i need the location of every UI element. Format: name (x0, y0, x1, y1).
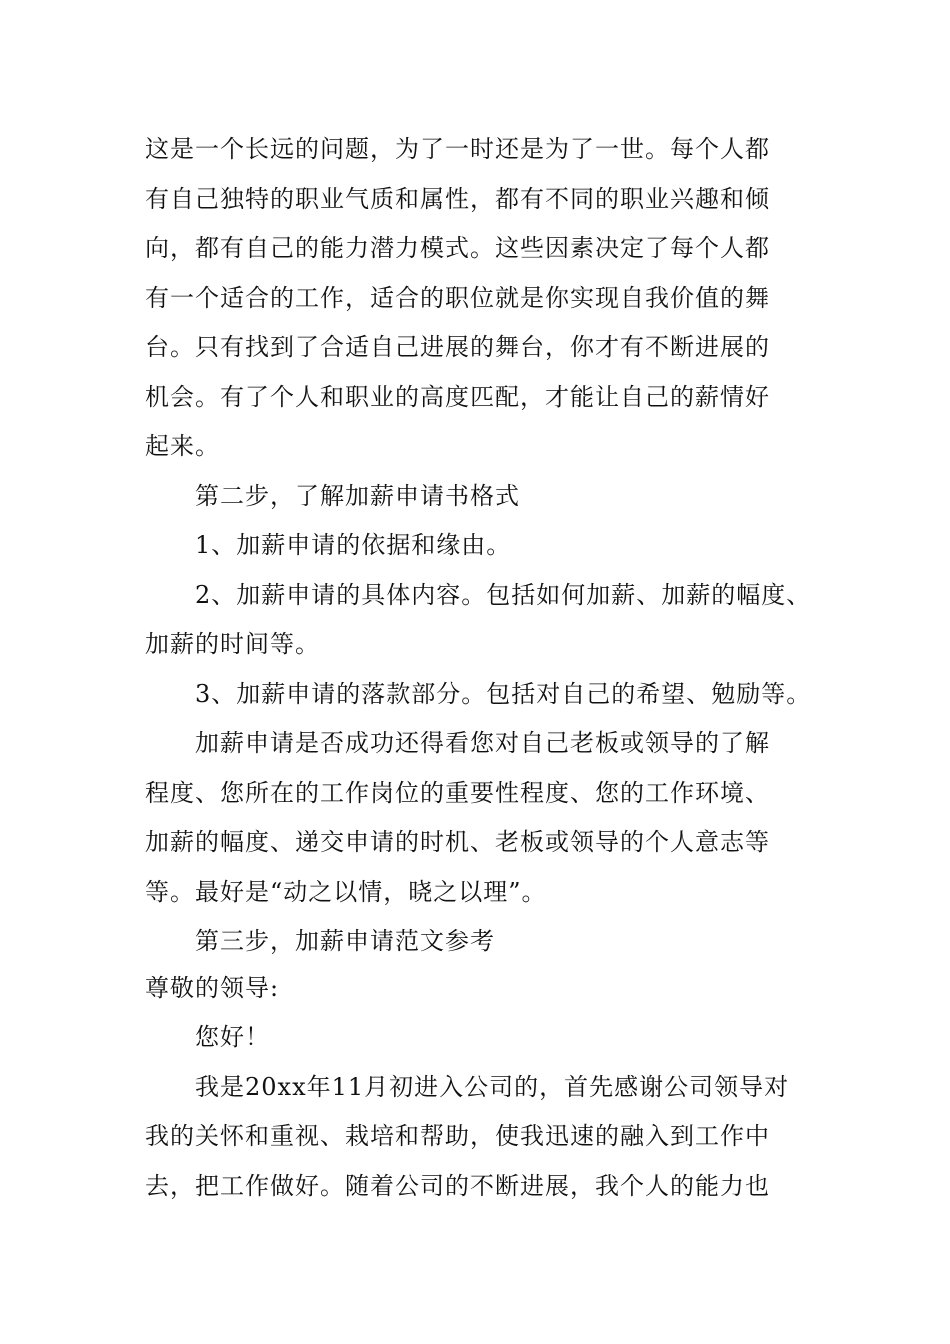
text-line: 等。最好是“动之以情，晓之以理”。 (145, 877, 547, 906)
text-line: 加薪的幅度、递交申请的时机、老板或领导的个人意志等 (145, 828, 770, 856)
text-line: 起来。 (145, 432, 220, 460)
text-line: 2、加薪申请的具体内容。包括如何加薪、加薪的幅度、 (195, 580, 812, 609)
format-item-3: 3、加薪申请的落款部分。包括对自己的希望、勉励等。 (195, 679, 812, 708)
text-line: 这是一个长远的问题，为了一时还是为了一世。每个人都 (145, 135, 770, 163)
text-line: 我是20xx年11月初进入公司的，首先感谢公司领导对 (195, 1072, 790, 1101)
step-two-heading: 第二步，了解加薪申请书格式 (195, 481, 520, 510)
format-item-1: 1、加薪申请的依据和缘由。 (195, 531, 512, 559)
letter-greeting: 您好！ (195, 1023, 270, 1051)
format-item-2 (145, 571, 810, 670)
text-line: 向，都有自己的能力潜力模式。这些因素决定了每个人都 (145, 234, 770, 262)
step-three-heading: 第三步，加薪申请范文参考 (195, 927, 495, 955)
text-line: 有自己独特的职业气质和属性，都有不同的职业兴趣和倾 (145, 184, 770, 213)
letter-body-paragraph (145, 1063, 810, 1212)
text-line: 台。只有找到了合适自己进展的舞台，你才有不断进展的 (145, 333, 770, 361)
paragraph-success-factors (145, 719, 810, 917)
text-line: 我的关怀和重视、栽培和帮助，使我迅速的融入到工作中 (145, 1122, 770, 1150)
text-line: 程度、您所在的工作岗位的重要性程度、您的工作环境、 (145, 778, 770, 807)
letter-salutation: 尊敬的领导: (145, 973, 280, 1002)
text-line: 有一个适合的工作，适合的职位就是你实现自我价值的舞 (145, 283, 770, 312)
document-body (145, 125, 810, 1211)
text-line: 加薪申请是否成功还得看您对自己老板或领导的了解 (195, 729, 770, 757)
text-line: 去，把工作做好。随着公司的不断进展，我个人的能力也 (145, 1171, 770, 1200)
paragraph-career-fit (145, 125, 810, 472)
text-line: 加薪的时间等。 (145, 630, 320, 658)
text-line: 机会。有了个人和职业的高度匹配，才能让自己的薪情好 (145, 382, 770, 411)
